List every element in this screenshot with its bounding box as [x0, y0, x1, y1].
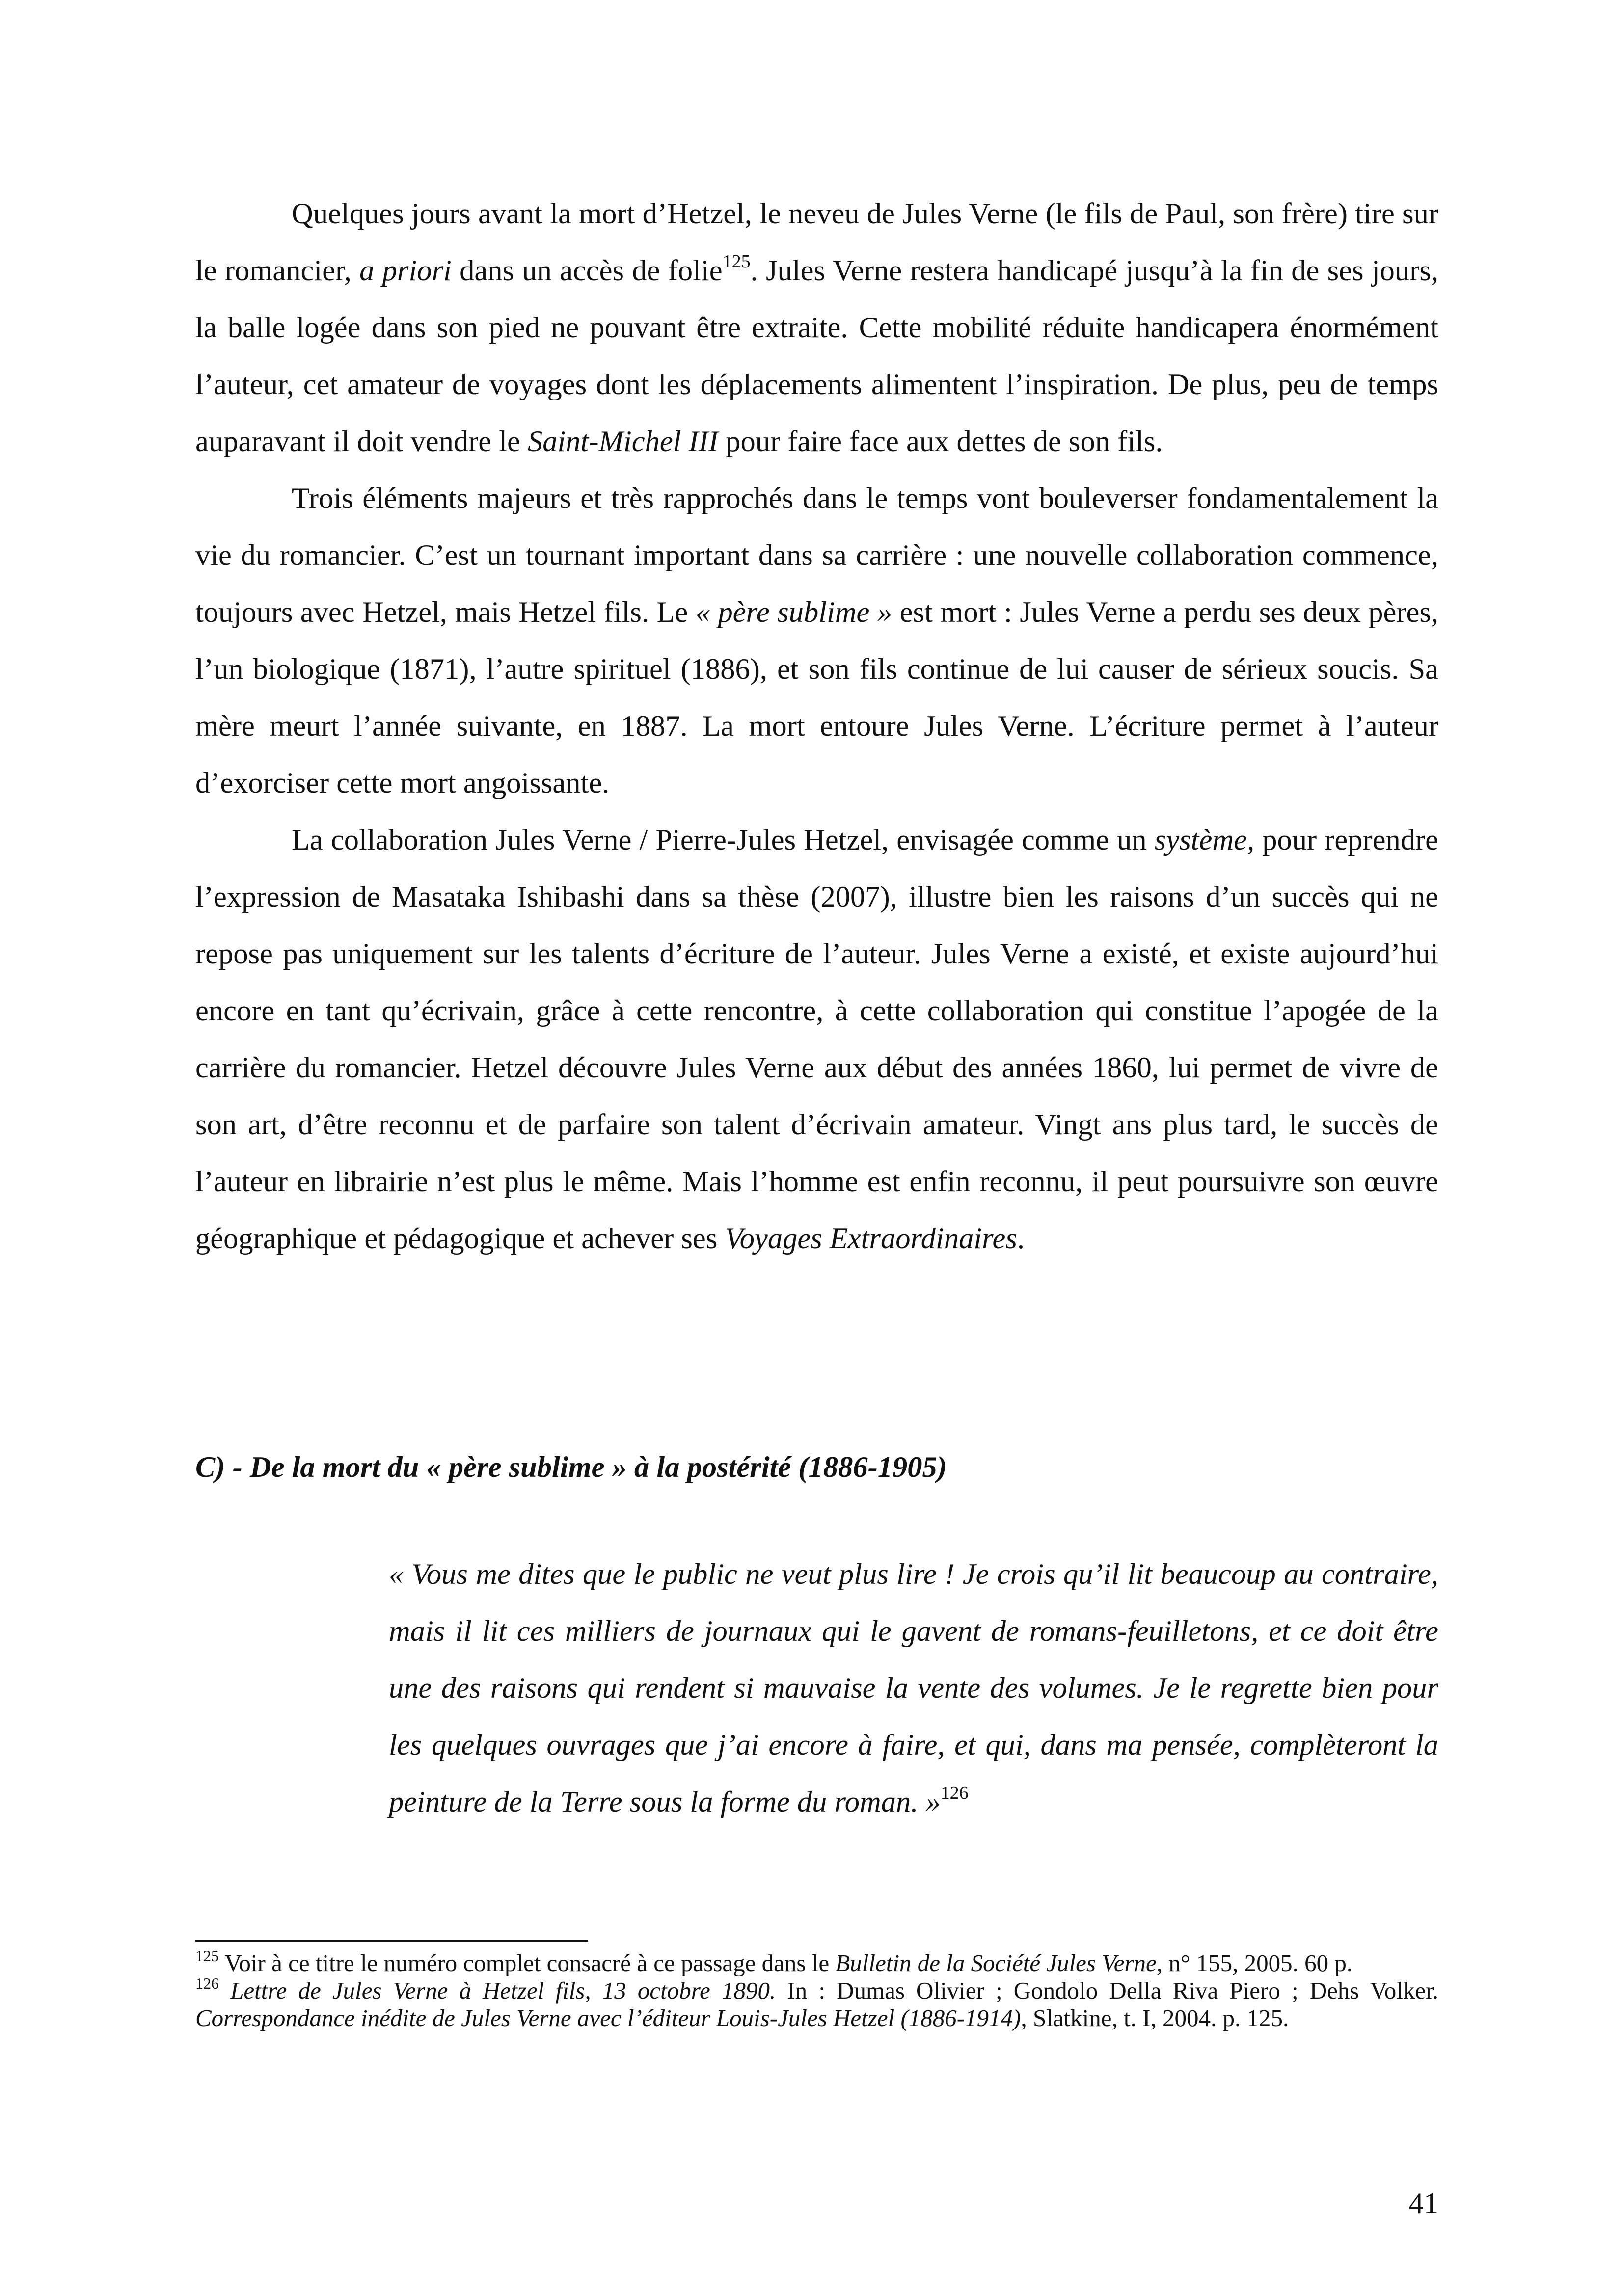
- section-heading: C) - De la mort du « père sublime » à la postérité (1886-1905): [195, 1451, 947, 1484]
- italic-run: a priori: [359, 254, 452, 287]
- footnotes: [195, 1949, 1438, 2032]
- text-run: . Jules Verne restera handicapé jusqu’à la fin de ses jours, la balle logée dans son pied ne pouvant être extraite. Cette mobilité réduite handicapera énormément l’auteur, cet amateur de voyages dont les déplacements alimentent l’inspiration. De plus, peu de temps auparavant il doit vendre le: [195, 254, 1438, 458]
- text-run: .: [1017, 1222, 1025, 1255]
- body-text: [195, 186, 1438, 1267]
- text-run: , n° 155, 2005. 60 p.: [1156, 1949, 1353, 1976]
- italic-run: Voyages Extraordinaires: [725, 1222, 1017, 1255]
- footnote-ref[interactable]: 125: [722, 251, 751, 272]
- page-number: 41: [1408, 2187, 1438, 2220]
- text-run: , Slatkine, t. I, 2004. p. 125.: [1021, 2004, 1289, 2031]
- footnote: [195, 1977, 1438, 2032]
- italic-run: Bulletin de la Société Jules Verne: [835, 1949, 1157, 1976]
- paragraph: [195, 470, 1438, 812]
- italic-run: Correspondance inédite de Jules Verne avec l’éditeur Louis-Jules Hetzel (1886-1914): [195, 2004, 1021, 2031]
- paragraph: [195, 186, 1438, 470]
- italic-run: Lettre de Jules Verne à Hetzel fils, 13 octobre 1890.: [230, 1977, 776, 2004]
- text-run: Voir à ce titre le numéro complet consacré à ce passage dans le: [219, 1949, 836, 1976]
- text-run: est mort : Jules Verne a perdu ses deux pères, l’un biologique (1871), l’autre spirituel (1886), et son fils continue de lui causer de sérieux soucis. Sa mère meurt l’année suivante, en 1887. La mort entoure Jules Verne. L’écriture permet à l’auteur d’exorciser cette mort angoissante.: [195, 596, 1439, 800]
- text-run: [219, 1977, 230, 2004]
- quote-text: « Vous me dites que le public ne veut plus lire ! Je crois qu’il lit beaucoup au contraire, mais il lit ces milliers de journaux qui le gavent de romans-feuilletons, et ce doit être une des raisons qui rendent si mauvaise la vente des volumes. Je le regrette bien pour les quelques ouvrages que j’ai encore à faire, et qui, dans ma pensée, complèteront la peinture de la Terre sous la forme du roman. »: [389, 1558, 1438, 1818]
- text-run: Trois éléments majeurs et très rapprochés dans le temps vont bouleverser fondamentalement la vie du romancier. C’est un tournant important dans sa carrière : une nouvelle collaboration commence, toujours avec Hetzel, mais Hetzel fils. Le: [195, 482, 1438, 629]
- text-run: pour faire face aux dettes de son fils.: [718, 425, 1163, 458]
- footnote-number: 125: [195, 1947, 219, 1965]
- text-run: pour reprendre l’expression de Masataka Ishibashi dans sa thèse (2007), illustre bien les raisons d’un succès qui ne repose pas uniquement sur les talents d’écriture de l’auteur. Jules Verne a existé, et existe aujourd’hui encore en tant qu’écrivain, grâce à cette rencontre, à cette collaboration qui constitue l’apogée de la carrière du romancier. Hetzel découvre Jules Verne aux début des années 1860, lui permet de vivre de son art, d’être reconnu et de parfaire son talent d’écrivain amateur. Vingt ans plus tard, le succès de l’auteur en librairie n’est plus le même. Mais l’homme est enfin reconnu, il peut poursuivre son œuvre géographique et pédagogique et achever ses: [195, 824, 1438, 1255]
- italic-run: « père sublime »: [695, 596, 893, 629]
- text-run: In : Dumas Olivier ; Gondolo Della Riva Piero ; Dehs Volker.: [776, 1977, 1438, 2004]
- footnote-number: 126: [195, 1975, 219, 1992]
- italic-run: Saint-Michel III: [528, 425, 719, 458]
- text-run: dans un accès de folie: [451, 254, 723, 287]
- block-quote: [389, 1546, 1438, 1831]
- text-run: Quelques jours avant la mort d’Hetzel, le neveu de Jules Verne (le fils de Paul, son frère) tire sur le romancier,: [195, 197, 1438, 287]
- footnote-ref[interactable]: 126: [940, 1783, 969, 1803]
- footnote: [195, 1949, 1438, 1977]
- text-run: La collaboration Jules Verne / Pierre-Jules Hetzel, envisagée comme un: [292, 824, 1155, 856]
- italic-run: système,: [1154, 824, 1255, 856]
- footnote-separator: [195, 1940, 588, 1942]
- paragraph: [195, 812, 1438, 1267]
